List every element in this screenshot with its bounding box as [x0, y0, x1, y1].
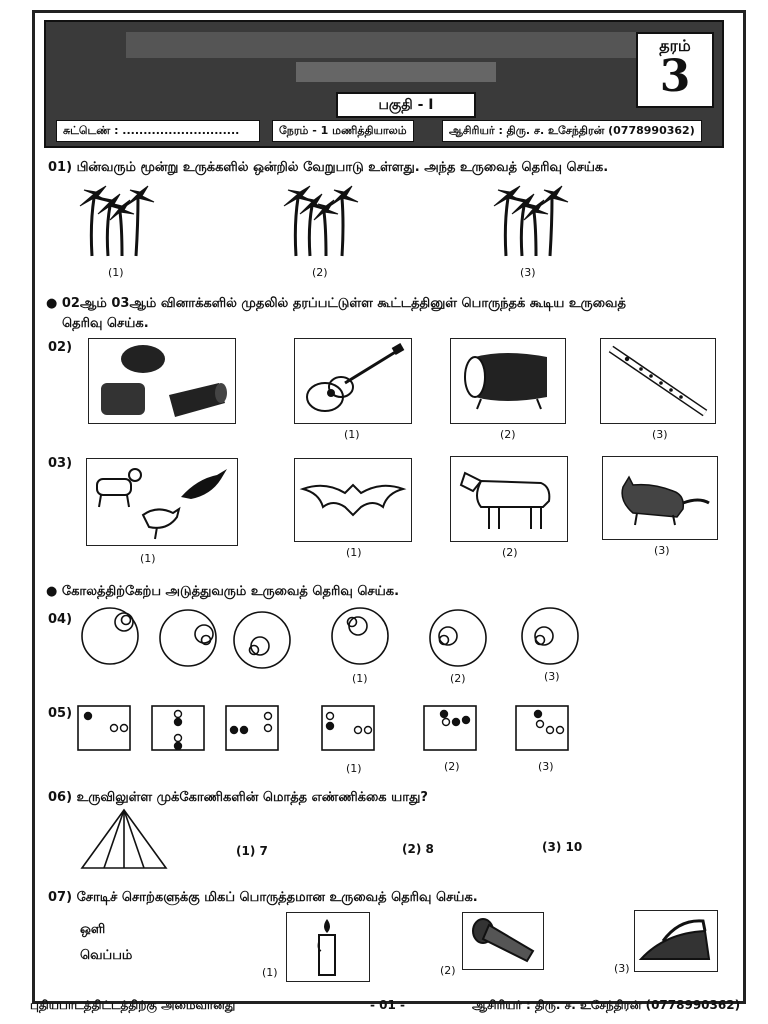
question-number: 07) — [48, 890, 73, 905]
q01-option-2[interactable]: (2) — [312, 266, 328, 279]
q07-option-3[interactable]: (3) — [614, 962, 630, 975]
bat-option-box[interactable] — [294, 458, 412, 542]
question-05-number: 05) — [48, 706, 73, 721]
header-banner — [44, 20, 724, 148]
q05-option-1[interactable]: (1) — [346, 762, 362, 775]
q06-option-1[interactable]: (1) 7 — [236, 844, 268, 858]
q05-option-2[interactable]: (2) — [444, 760, 460, 773]
question-number: 01) — [48, 160, 73, 175]
instruction-04-05: ● கோலத்திற்கேற்ப அடுத்துவரும் உருவைத் தெரிவு செய்க. — [46, 584, 400, 599]
flute-option-box[interactable] — [600, 338, 716, 424]
question-text: பின்வரும் மூன்று உருக்களில் ஒன்றில் வேறுபாடு உள்ளது. அந்த உருவைத் தெரிவு செய்க. — [76, 160, 609, 175]
q04-option-3-figure[interactable] — [520, 606, 580, 668]
candle-option-box[interactable] — [286, 912, 370, 982]
question-text: உருவிலுள்ள முக்கோணிகளின் மொத்த எண்ணிக்கை யாது? — [76, 790, 428, 805]
q03-reference-label: (1) — [140, 552, 156, 565]
q04-option-1-figure[interactable] — [330, 606, 390, 668]
q02-option-2[interactable]: (2) — [500, 428, 516, 441]
q02-option-1[interactable]: (1) — [344, 428, 360, 441]
grade-number: 3 — [659, 51, 691, 102]
question-01 — [48, 160, 608, 176]
q01-option-1[interactable]: (1) — [108, 266, 124, 279]
guitar-icon — [295, 339, 411, 423]
barrel-drum-option-box[interactable] — [450, 338, 566, 424]
dog-bird-hen-image — [87, 459, 237, 545]
cow-option-box[interactable] — [450, 456, 568, 542]
cow-icon — [451, 457, 567, 541]
q05-option-3[interactable]: (3) — [538, 760, 554, 773]
header-subtitle — [296, 62, 496, 82]
palm-trees-figure-2[interactable] — [280, 184, 360, 258]
question-04-number: 04) — [48, 612, 73, 627]
index-number-field[interactable]: சுட்டெண் : ............................ — [56, 120, 260, 142]
flute-icon — [601, 339, 715, 423]
q04-option-1[interactable]: (1) — [352, 672, 368, 685]
teacher-label: ஆசிரியர் : திரு. ச. உசேந்திரன் (0778990362) — [442, 120, 702, 142]
drums-group-image — [89, 339, 235, 423]
cat-option-box[interactable] — [602, 456, 718, 540]
q03-reference-animals-box — [86, 458, 238, 546]
candle-icon — [287, 913, 369, 981]
q01-option-3[interactable]: (3) — [520, 266, 536, 279]
q06-option-3[interactable]: (3) 10 — [542, 840, 583, 854]
footer-left: புதியபாடத்திட்டத்திற்கு அமைவானது — [30, 998, 236, 1012]
q02-reference-drums-box — [88, 338, 236, 424]
q04-option-3[interactable]: (3) — [544, 670, 560, 683]
triangles-figure — [80, 808, 170, 870]
q04-sequence-circles — [80, 606, 300, 668]
question-07 — [48, 890, 478, 906]
question-03-number: 03) — [48, 456, 73, 471]
word-light: ஒளி — [80, 922, 106, 937]
guitar-option-box[interactable] — [294, 338, 412, 424]
bat-icon — [295, 459, 411, 541]
question-02-number: 02) — [48, 340, 73, 355]
q05-dot-squares — [76, 704, 536, 754]
flashlight-icon — [463, 913, 543, 969]
q03-option-2[interactable]: (2) — [502, 546, 518, 559]
palm-trees-figure-3[interactable] — [490, 184, 570, 258]
question-06 — [48, 790, 428, 806]
question-number: 06) — [48, 790, 73, 805]
q06-option-2[interactable]: (2) 8 — [402, 842, 434, 856]
torch-option-box[interactable] — [462, 912, 544, 970]
q07-option-2[interactable]: (2) — [440, 964, 456, 977]
page-number: - 01 - — [370, 998, 406, 1012]
palm-trees-figure-1[interactable] — [76, 184, 156, 258]
q04-option-2[interactable]: (2) — [450, 672, 466, 685]
part-label: பகுதி - I — [336, 92, 476, 118]
q04-option-2-figure[interactable] — [428, 608, 488, 670]
q03-option-1[interactable]: (1) — [346, 546, 362, 559]
q07-option-1[interactable]: (1) — [262, 966, 278, 979]
question-text: சோடிச் சொற்களுக்கு மிகப் பொருத்தமான உருவைத் தெரிவு செய்க. — [76, 890, 478, 905]
word-heat: வெப்பம் — [80, 948, 133, 963]
barrel-drum-icon — [451, 339, 565, 423]
q03-option-3[interactable]: (3) — [654, 544, 670, 557]
header-title — [126, 32, 646, 58]
footer-right: ஆசிரியர் : திரு. ச. உசேந்திரன் (0778990362) — [472, 998, 741, 1012]
time-label: நேரம் - 1 மணித்தியாலம் — [272, 120, 414, 142]
grade-box — [636, 32, 714, 108]
instruction-02-03-line2: தெரிவு செய்க. — [62, 316, 149, 331]
cat-icon — [603, 457, 717, 539]
grade-label: தரம் — [659, 36, 691, 55]
iron-icon — [635, 911, 717, 971]
instruction-02-03-line1: ● 02ஆம் 03ஆம் வினாக்களில் முதலில் தரப்பட்டுள்ள கூட்டத்தினுள் பொருந்தக் கூடிய உருவைத் — [46, 296, 626, 311]
iron-option-box[interactable] — [634, 910, 718, 972]
q02-option-3[interactable]: (3) — [652, 428, 668, 441]
